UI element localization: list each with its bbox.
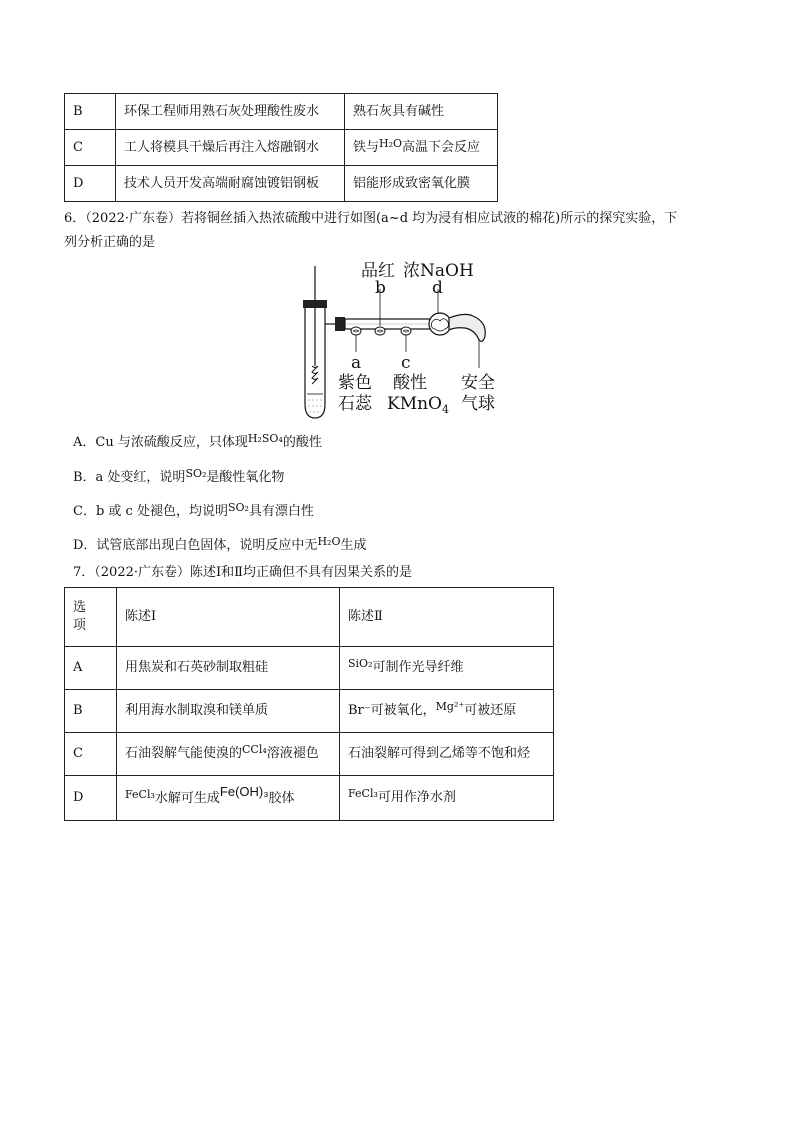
label-a-reagent-1: 紫色 — [338, 373, 372, 393]
question5-options-table — [64, 93, 498, 202]
formula-h2o: H₂O — [379, 136, 403, 150]
statement-2: $^{FeCl_3}$可用作净水剂 — [340, 776, 554, 821]
option-label: C — [65, 130, 116, 166]
option-content: 技术人员开发高端耐腐蚀镀铝钢板 — [116, 166, 345, 202]
option-label[interactable]: B — [65, 690, 117, 733]
cotton-d — [429, 313, 451, 335]
formula-so2: SO₂ — [185, 467, 207, 480]
header-statement-1: 陈述Ⅰ — [117, 588, 340, 647]
header-option: 选 项 — [65, 588, 117, 647]
label-c-reagent-2: KMnO$_4$ — [387, 394, 449, 416]
table-row — [65, 776, 554, 821]
formula-h2so4: H₂SO₄ — [247, 432, 283, 445]
statement-1: 石油裂解气能使溴的$^{CCl_4}$溶液褪色 — [117, 733, 340, 776]
formula-so2: SO₂ — [227, 501, 249, 514]
table-row — [65, 94, 498, 130]
table-row — [65, 690, 554, 733]
option-content: 工人将模具干燥后再注入熔融钢水 — [116, 130, 345, 166]
experiment-apparatus-figure — [295, 256, 510, 426]
question6-stem-line2: 列分析正确的是 — [64, 235, 156, 250]
option-d[interactable]: D．试管底部出现白色固体，说明反应中无$^{H_2O}$生成 — [73, 535, 367, 553]
label-b-reagent: 品红 — [361, 261, 395, 281]
connector-stopper — [335, 317, 345, 331]
header-statement-2: 陈述Ⅱ — [340, 588, 554, 647]
statement-1: $^{FeCl_3}$水解可生成Fe(OH)₃胶体 — [117, 776, 340, 821]
option-c[interactable]: C．b 或 c 处褪色，均说明$^{SO_2}$具有漂白性 — [73, 501, 314, 519]
label-d-reagent: 浓NaOH — [403, 261, 474, 281]
option-content: 环保工程师用熟石灰处理酸性废水 — [116, 94, 345, 130]
table-row — [65, 130, 498, 166]
table-row — [65, 647, 554, 690]
label-a-reagent-2: 石蕊 — [338, 394, 372, 414]
label-balloon-1: 安全 — [461, 373, 495, 393]
statement-1: 用焦炭和石英砂制取粗硅 — [117, 647, 340, 690]
formula-h2o: H₂O — [317, 535, 341, 548]
question6-stem-line1: 6．（2022·广东卷）若将铜丝插入热浓硫酸中进行如图(a~d 均为浸有相应试液的棉花)所示的探究实验，下 — [64, 211, 678, 226]
table-row — [65, 733, 554, 776]
option-label[interactable]: A — [65, 647, 117, 690]
question7-stem: 7．（2022·广东卷）陈述Ⅰ和Ⅱ均正确但不具有因果关系的是 — [73, 565, 412, 580]
statement-2: 石油裂解可得到乙烯等不饱和烃 — [340, 733, 554, 776]
statement-2: Br⁻可被氧化，$^{Mg^{2+}}$可被还原 — [340, 690, 554, 733]
option-a[interactable]: A．Cu 与浓硫酸反应，只体现$^{H_2SO_4}$的酸性 — [73, 432, 322, 450]
option-reason: 铁与$^{H_2O}$高温下会反应 — [345, 130, 498, 166]
label-c-reagent-1: 酸性 — [393, 373, 427, 393]
label-balloon-2: 气球 — [461, 394, 495, 414]
letter-a: a — [351, 353, 362, 373]
table-header-row — [65, 588, 554, 647]
statement-2: $^{SiO_2}$可制作光导纤维 — [340, 647, 554, 690]
question7-table — [64, 587, 554, 821]
option-label: D — [65, 166, 116, 202]
option-label[interactable]: D — [65, 776, 117, 821]
letter-b: b — [375, 278, 386, 298]
option-reason: 熟石灰具有碱性 — [345, 94, 498, 130]
option-label: B — [65, 94, 116, 130]
statement-1: 利用海水制取溴和镁单质 — [117, 690, 340, 733]
table-row — [65, 166, 498, 202]
safety-balloon — [449, 314, 485, 341]
option-label[interactable]: C — [65, 733, 117, 776]
option-b[interactable]: B．a 处变红，说明$^{SO_2}$是酸性氧化物 — [73, 467, 285, 485]
wire-coil — [312, 366, 318, 384]
option-reason: 铝能形成致密氧化膜 — [345, 166, 498, 202]
test-tube-stopper — [303, 300, 327, 308]
letter-d: d — [432, 278, 443, 298]
letter-c: c — [401, 353, 411, 373]
